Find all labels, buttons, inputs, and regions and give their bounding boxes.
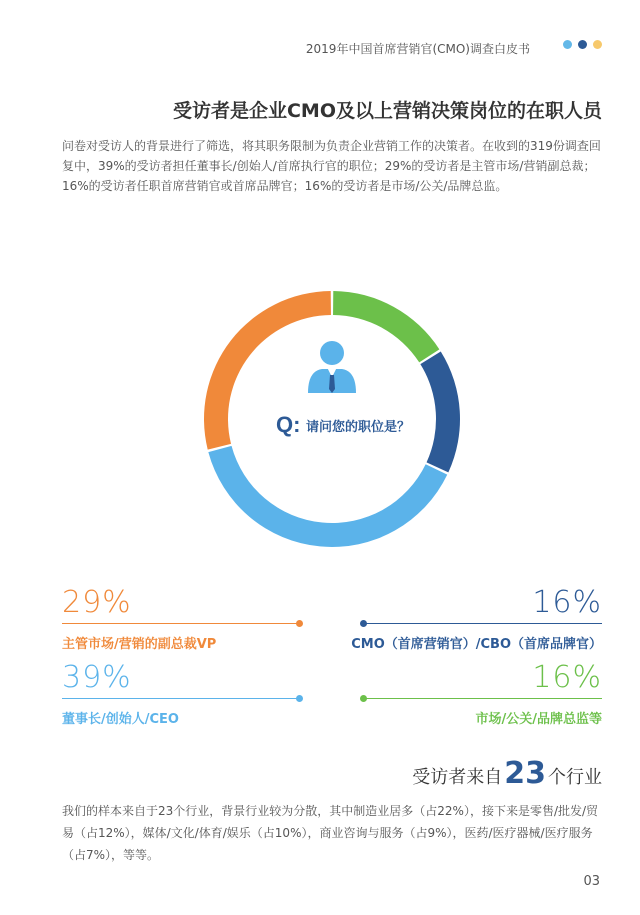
businessman-icon xyxy=(308,341,356,393)
donut-slice-0 xyxy=(333,291,439,362)
stat-director xyxy=(358,660,602,727)
industry-paragraph: 我们的样本来自于23个行业，背景行业较为分散，其中制造业居多（占22%），接下来是零售/批发/贸易（占12%），媒体/文化/体育/娱乐（占10%），商业咨询与服务（占9%），医药/医疗器械/医疗服务（占7%），等等。 xyxy=(62,804,599,862)
section-title: 受访者是企业CMO及以上营销决策岗位的在职人员 xyxy=(172,100,602,122)
stat-cmo xyxy=(351,585,602,652)
industry-suffix: 个行业 xyxy=(548,767,602,788)
stat-director-rule xyxy=(364,698,602,699)
stat-vp-dot xyxy=(296,620,303,627)
stat-cmo-label: CMO（首席营销官）/CBO（首席品牌官） xyxy=(351,637,602,652)
header-dot xyxy=(578,40,587,49)
stat-cmo-rule xyxy=(364,623,602,624)
stat-director-label: 市场/公关/品牌总监等 xyxy=(475,712,602,727)
stat-ceo xyxy=(62,660,306,727)
stat-ceo-dot xyxy=(296,695,303,702)
stat-ceo-label: 董事长/创始人/CEO xyxy=(62,712,179,727)
stat-vp-percent: 29% xyxy=(62,585,132,620)
stat-vp xyxy=(62,585,306,652)
industry-count: 23 xyxy=(504,756,546,791)
industry-heading xyxy=(412,756,602,791)
document-title: 2019年中国首席营销官(CMO)调查白皮书 xyxy=(305,42,530,56)
header-dot xyxy=(593,40,602,49)
donut-slice-1 xyxy=(420,351,460,472)
stat-director-dot xyxy=(360,695,367,702)
page-number: 03 xyxy=(583,874,600,889)
donut-slice-2 xyxy=(208,446,447,547)
stat-ceo-rule xyxy=(62,698,298,699)
position-donut-chart xyxy=(202,289,462,549)
intro-paragraph: 问卷对受访人的背景进行了筛选，将其职务限制为负责企业营销工作的决策者。在收到的319份调查回复中，39%的受访者担任董事长/创始人/首席执行官的职位；29%的受访者是主管市场/营销副总裁；16%的受访者任职首席营销官或首席品牌官；16%的受访者是市场/公关/品牌总监。 xyxy=(62,139,601,193)
stat-ceo-percent: 39% xyxy=(62,660,132,695)
stat-cmo-dot xyxy=(360,620,367,627)
header-dot xyxy=(563,40,572,49)
question-text: 请问您的职位是？ xyxy=(306,420,411,435)
donut-segments xyxy=(204,291,460,547)
stat-director-percent: 16% xyxy=(532,660,602,695)
industry-prefix: 受访者来自 xyxy=(412,767,503,788)
stat-vp-rule xyxy=(62,623,298,624)
stat-cmo-percent: 16% xyxy=(532,585,602,620)
header-dots xyxy=(563,40,602,49)
question-prefix: Q: xyxy=(276,412,301,437)
stat-vp-label: 主管市场/营销的副总裁VP xyxy=(62,637,217,652)
